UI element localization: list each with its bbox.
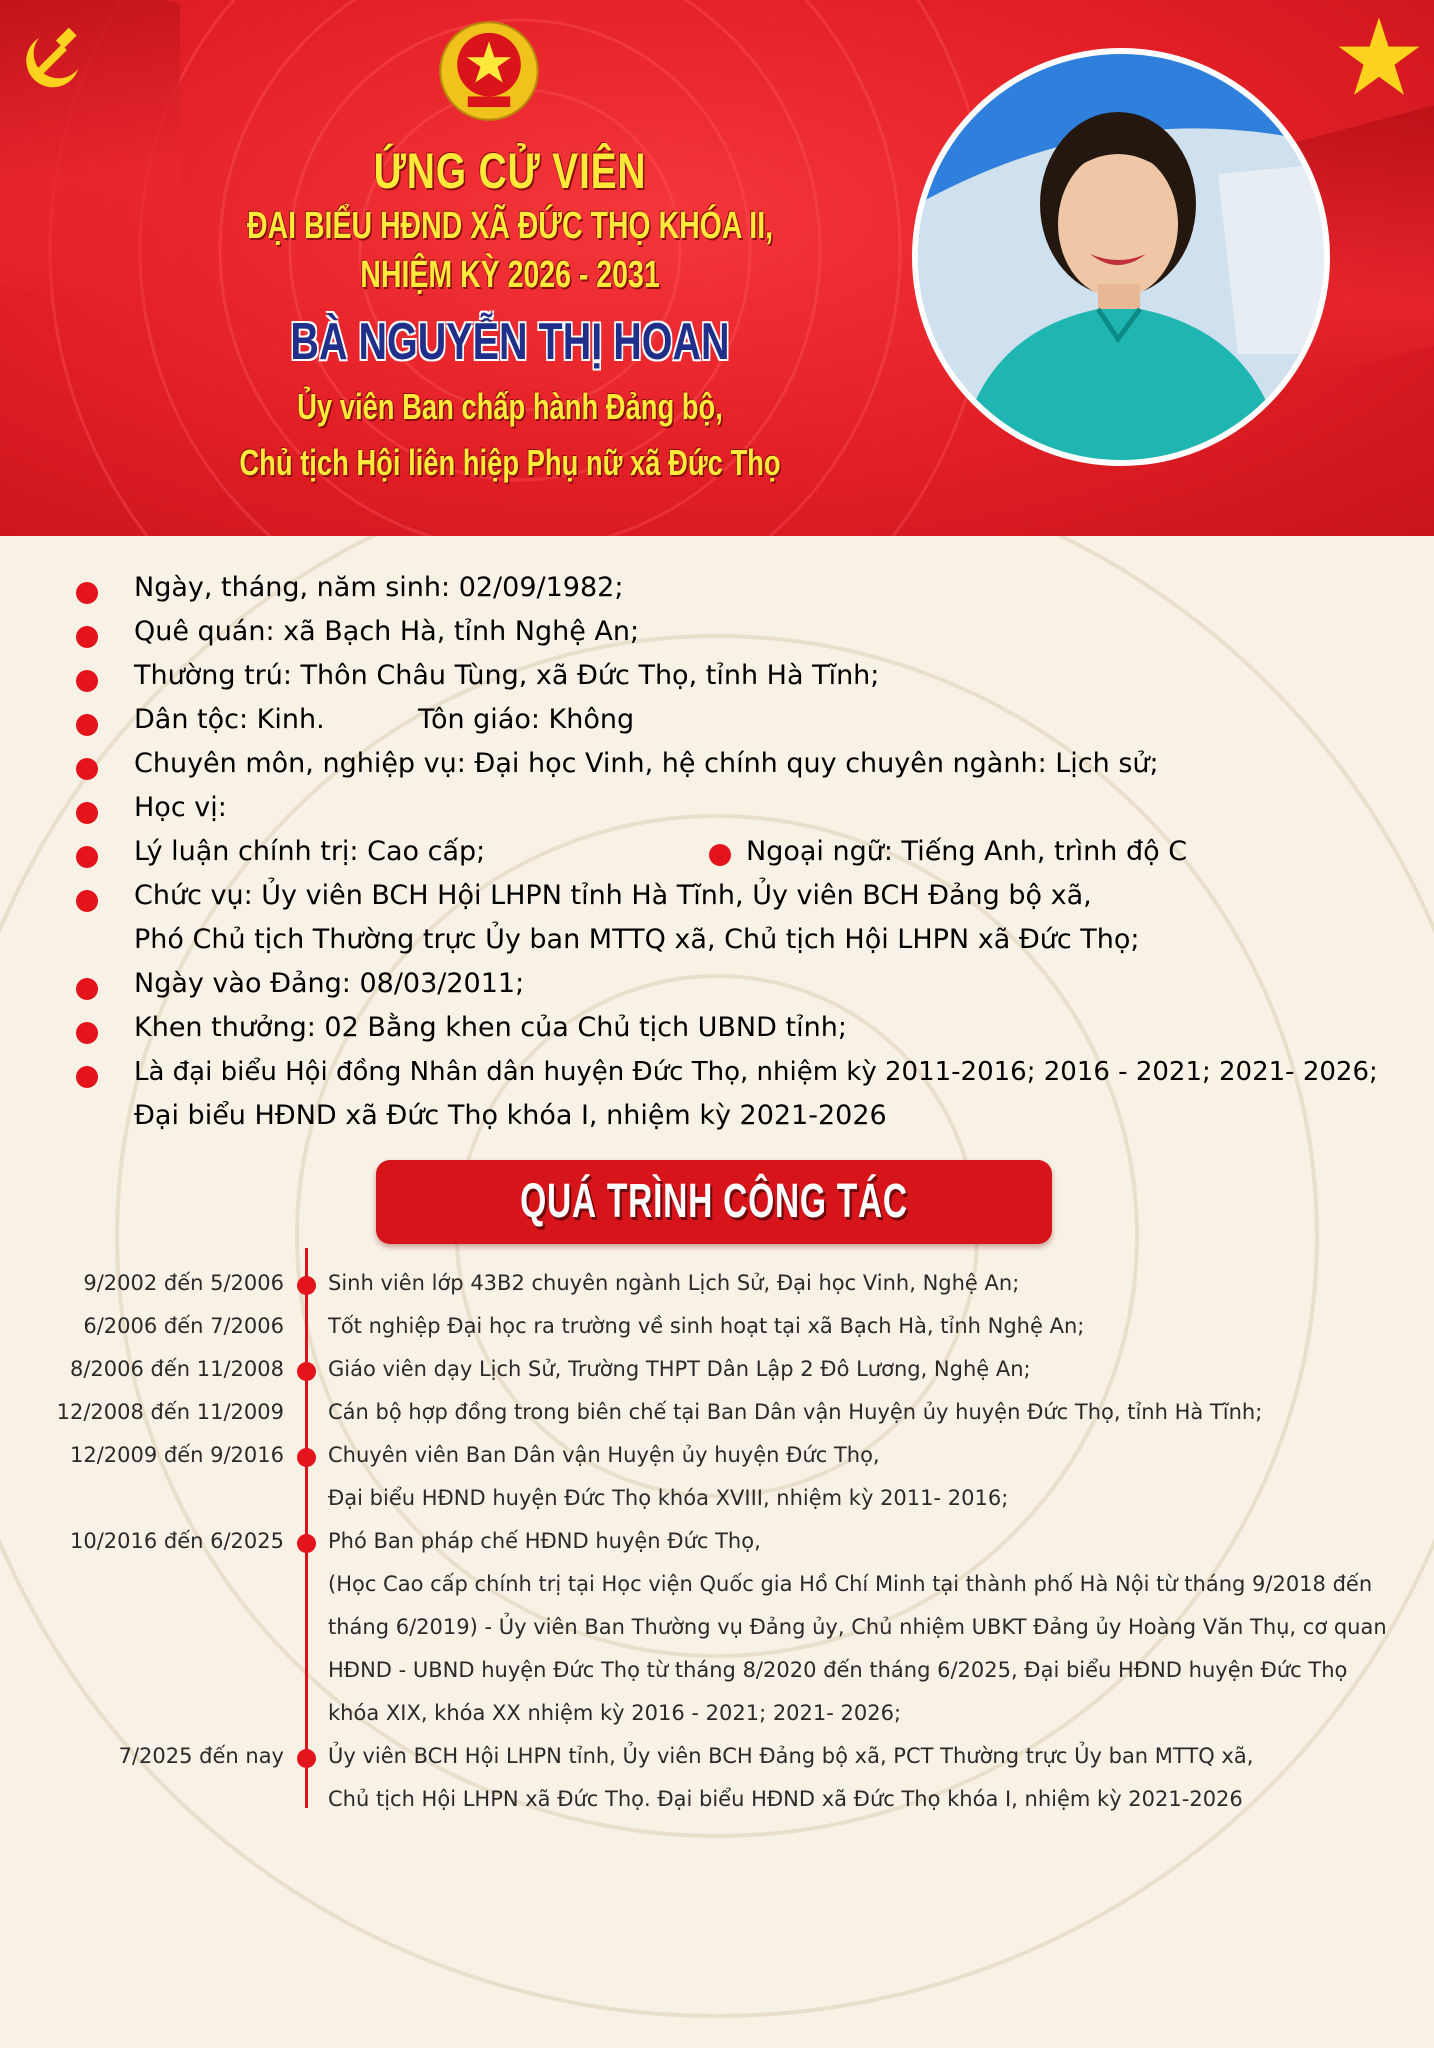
timeline-dot xyxy=(297,1448,316,1467)
info-religion: Tôn giáo: Không xyxy=(418,704,635,735)
timeline-entry: HĐND - UBND huyện Đức Thọ từ tháng 8/2020 đến tháng 6/2025, Đại biểu HĐND huyện Đức Thọ xyxy=(328,1658,1348,1682)
timeline-entry: Giáo viên dạy Lịch Sử, Trường THPT Dân Lập 2 Đô Lương, Nghệ An; xyxy=(328,1357,1031,1381)
info-foreign-language: Ngoại ngữ: Tiếng Anh, trình độ C xyxy=(746,836,1188,867)
work-history-heading xyxy=(376,1160,1052,1244)
bullet-dot xyxy=(76,582,98,604)
bullet-dot xyxy=(76,670,98,692)
candidate-position-1: Ủy viên Ban chấp hành Đảng bộ, xyxy=(297,386,723,427)
title-block xyxy=(150,140,870,490)
timeline-entry: (Học Cao cấp chính trị tại Học viện Quốc gia Hồ Chí Minh tại thành phố Hà Nội từ tháng 9/2018 đến xyxy=(328,1572,1373,1596)
timeline-entry: tháng 6/2019) - Ủy viên Ban Thường vụ Đảng ủy, Chủ nhiệm UBKT Đảng ủy Hoàng Văn Thụ, cơ quan xyxy=(328,1615,1387,1639)
bullet-dot xyxy=(76,802,98,824)
bullet-dot xyxy=(76,978,98,1000)
timeline-line xyxy=(305,1248,308,1808)
timeline-entry: Sinh viên lớp 43B2 chuyên ngành Lịch Sử, Đại học Vinh, Nghệ An; xyxy=(328,1271,1020,1295)
info-political-theory: Lý luận chính trị: Cao cấp; xyxy=(134,836,486,867)
timeline-entry: khóa XIX, khóa XX nhiệm kỳ 2016 - 2021; 2021- 2026; xyxy=(328,1701,902,1725)
timeline-date: 12/2009 đến 9/2016 xyxy=(69,1443,284,1467)
title-heading: ỨNG CỬ VIÊN xyxy=(373,143,647,199)
bullet-dot xyxy=(76,758,98,780)
timeline-entry: Chuyên viên Ban Dân vận Huyện ủy huyện Đức Thọ, xyxy=(328,1443,880,1467)
bullet-dot xyxy=(76,890,98,912)
timeline-dot xyxy=(297,1362,316,1381)
work-history-title: QUÁ TRÌNH CÔNG TÁC xyxy=(520,1175,908,1228)
timeline-entry: Tốt nghiệp Đại học ra trường về sinh hoạt tại xã Bạch Hà, tỉnh Nghệ An; xyxy=(328,1314,1085,1338)
bullet-dot xyxy=(76,846,98,868)
bullet-dot xyxy=(76,1066,98,1088)
timeline-date: 7/2025 đến nay xyxy=(118,1744,284,1768)
bullet-dot xyxy=(709,844,731,866)
hammer-sickle-icon xyxy=(18,24,88,94)
header-banner xyxy=(0,0,1434,536)
timeline-entry: Chủ tịch Hội LHPN xã Đức Thọ. Đại biểu HĐND xã Đức Thọ khóa I, nhiệm kỳ 2021-2026 xyxy=(328,1787,1243,1811)
candidate-name: BÀ NGUYỄN THỊ HOAN xyxy=(290,313,730,371)
timeline-dot xyxy=(297,1276,316,1295)
timeline-dot xyxy=(297,1534,316,1553)
title-term: NHIỆM KỲ 2026 - 2031 xyxy=(360,254,660,296)
bullet-dot xyxy=(76,626,98,648)
timeline-entry: Cán bộ hợp đồng trong biên chế tại Ban Dân vận Huyện ủy huyện Đức Thọ, tỉnh Hà Tĩnh; xyxy=(328,1400,1263,1424)
candidate-position-2: Chủ tịch Hội liên hiệp Phụ nữ xã Đức Thọ xyxy=(239,442,781,483)
candidate-portrait xyxy=(912,48,1330,466)
bullet-dot xyxy=(76,714,98,736)
bullet-dot xyxy=(76,1022,98,1044)
timeline-entry: Phó Ban pháp chế HĐND huyện Đức Thọ, xyxy=(328,1529,761,1553)
title-subheading: ĐẠI BIỂU HĐND XÃ ĐỨC THỌ KHÓA II, xyxy=(246,205,774,247)
timeline-date: 12/2008 đến 11/2009 xyxy=(56,1400,284,1424)
timeline-date: 6/2006 đến 7/2006 xyxy=(83,1314,284,1338)
timeline-entry: Ủy viên BCH Hội LHPN tỉnh, Ủy viên BCH Đảng bộ xã, PCT Thường trực Ủy ban MTTQ xã, xyxy=(328,1744,1254,1768)
national-emblem-icon xyxy=(436,18,542,124)
timeline-date: 9/2002 đến 5/2006 xyxy=(83,1271,284,1295)
timeline-entry: Đại biểu HĐND huyện Đức Thọ khóa XVIII, nhiệm kỳ 2011- 2016; xyxy=(328,1486,1009,1510)
timeline-dot xyxy=(297,1749,316,1768)
timeline-date: 10/2016 đến 6/2025 xyxy=(69,1529,284,1553)
gold-star-icon xyxy=(1336,14,1422,100)
info-ethnicity: Dân tộc: Kinh. xyxy=(134,704,325,735)
timeline-date: 8/2006 đến 11/2008 xyxy=(69,1357,284,1381)
